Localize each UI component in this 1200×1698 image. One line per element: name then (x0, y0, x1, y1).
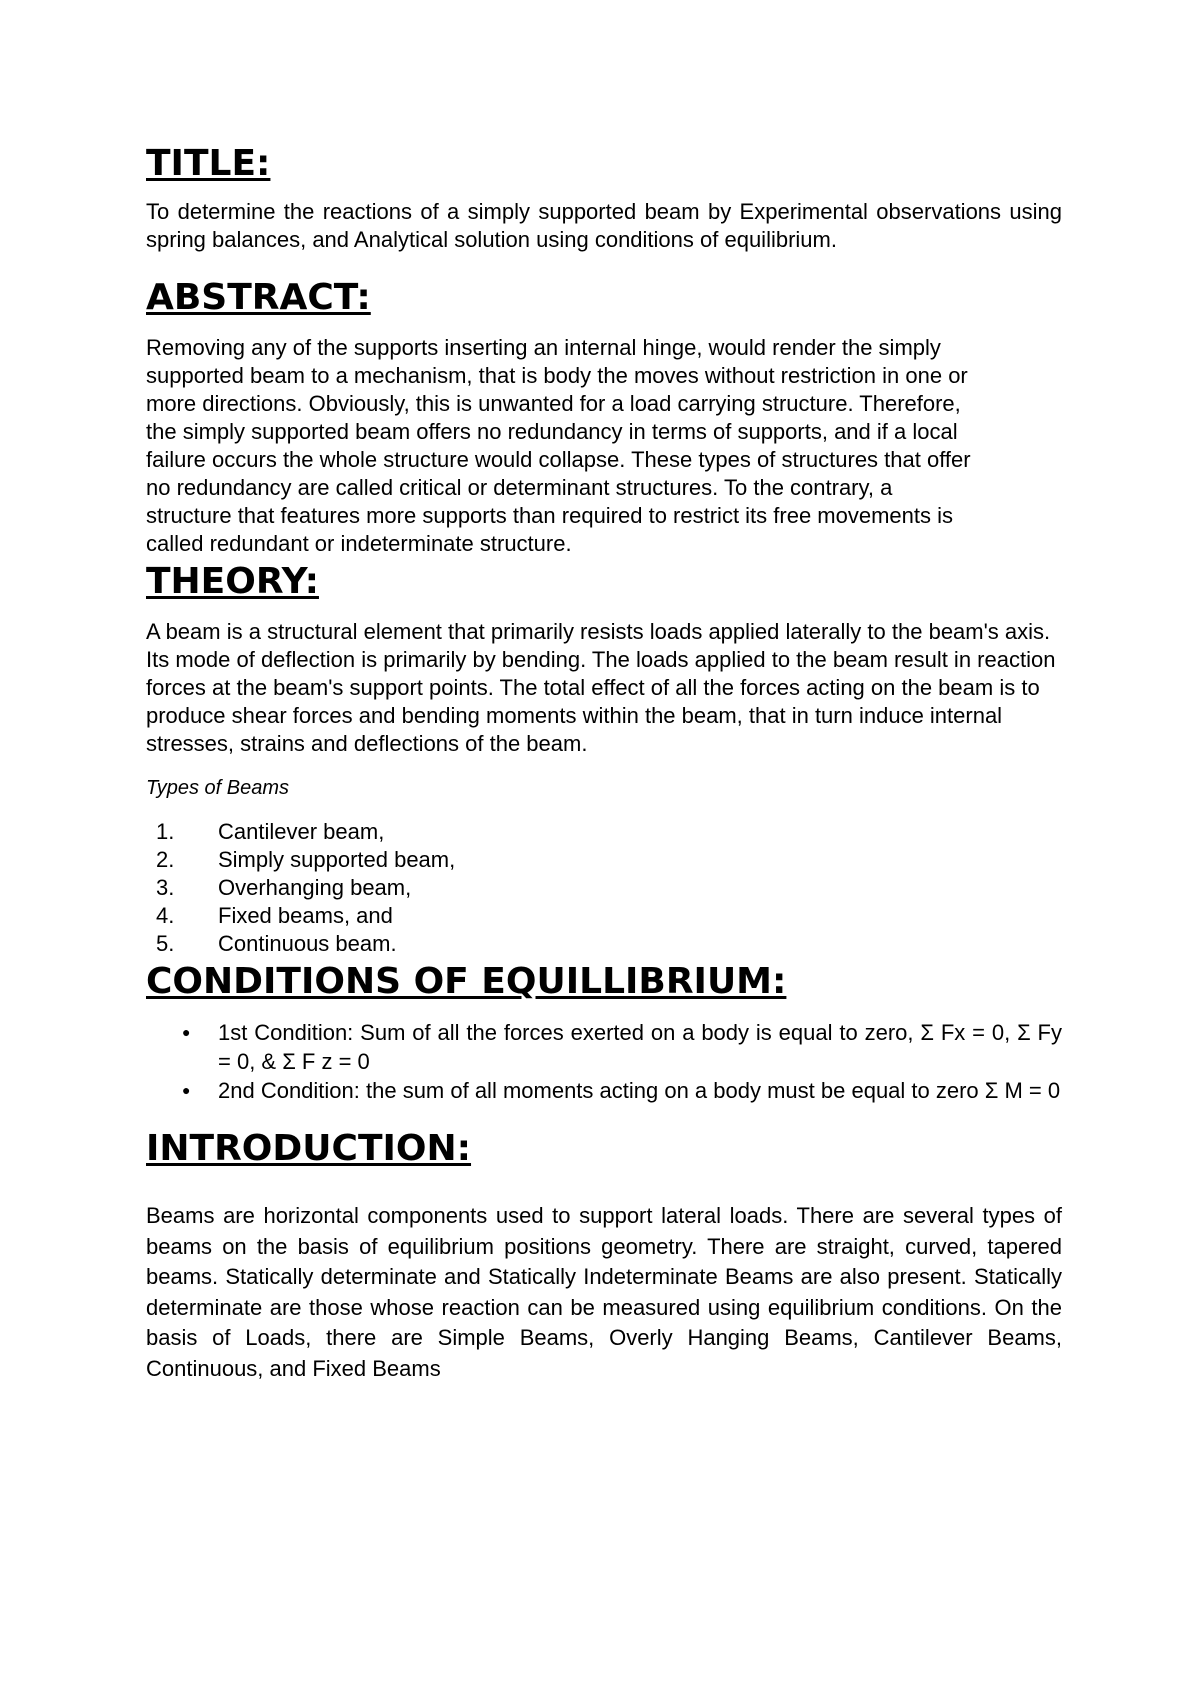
list-item-number: 1. (156, 819, 175, 844)
list-item (146, 930, 1062, 958)
list-item-number: 4. (156, 903, 175, 928)
list-item-text: Fixed beams, and (218, 903, 393, 928)
list-item (146, 846, 1062, 874)
list-item-text: Overhanging beam, (218, 875, 412, 900)
abstract-body: Removing any of the supports inserting an internal hinge, would render the simply supported beam to a mechanism, that is body the moves without restriction in one or more directions. Obviously, this is unwanted for a load carrying structure. Therefore, the simply supported beam offers no redundancy in terms of supports, and if a local failure occurs the whole structure would collapse. These types of structures that offer no redundancy are called critical or determinant structures. To the contrary, a structure that features more supports than required to restrict its free movements is called redundant or indeterminate structure. (146, 335, 971, 556)
introduction-heading: INTRODUCTION: (146, 1128, 472, 1169)
list-item (146, 818, 1062, 846)
title-body: To determine the reactions of a simply supported beam by Experimental observations using spring balances, and Analytical solution using conditions of equilibrium. (146, 199, 1062, 252)
list-item-number: 5. (156, 931, 175, 956)
list-item (146, 1076, 1062, 1105)
condition-text: 1st Condition: Sum of all the forces exerted on a body is equal to zero, Σ Fx = 0, Σ Fy = 0, & Σ F z = 0 (218, 1020, 1062, 1074)
bullet-icon: ● (182, 1082, 191, 1098)
types-of-beams-list (146, 818, 1062, 958)
types-of-beams-label: Types of Beams (146, 777, 290, 799)
abstract-heading: ABSTRACT: (146, 277, 371, 318)
list-item-text: Continuous beam. (218, 931, 397, 956)
theory-body: A beam is a structural element that primarily resists loads applied laterally to the beam's axis. Its mode of deflection is primarily by bending. The loads applied to the beam result in reaction forces at the beam's support points. The total effect of all the forces acting on the beam is to produce shear forces and bending moments within the beam, that in turn induce internal stresses, strains and deflections of the beam. (146, 619, 1056, 756)
conditions-heading: CONDITIONS OF EQUILLIBRIUM: (146, 961, 787, 1002)
list-item-number: 2. (156, 847, 175, 872)
list-item (146, 1018, 1062, 1076)
list-item (146, 902, 1062, 930)
theory-heading: THEORY: (146, 561, 319, 602)
title-heading: TITLE: (146, 143, 271, 184)
bullet-icon: ● (182, 1024, 191, 1040)
list-item-number: 3. (156, 875, 175, 900)
introduction-body: Beams are horizontal components used to support lateral loads. There are several types of beams on the basis of equilibrium positions geometry. There are straight, curved, tapered beams. Statically determinate and Statically Indeterminate Beams are also present. Statically determinate are those whose reaction can be measured using equilibrium conditions. On the basis of Loads, there are Simple Beams, Overly Hanging Beams, Cantilever Beams, Continuous, and Fixed Beams (146, 1203, 1062, 1381)
condition-text: 2nd Condition: the sum of all moments acting on a body must be equal to zero Σ M = 0 (218, 1078, 1061, 1103)
list-item-text: Simply supported beam, (218, 847, 456, 872)
conditions-list (146, 1018, 1062, 1105)
list-item (146, 874, 1062, 902)
list-item-text: Cantilever beam, (218, 819, 385, 844)
